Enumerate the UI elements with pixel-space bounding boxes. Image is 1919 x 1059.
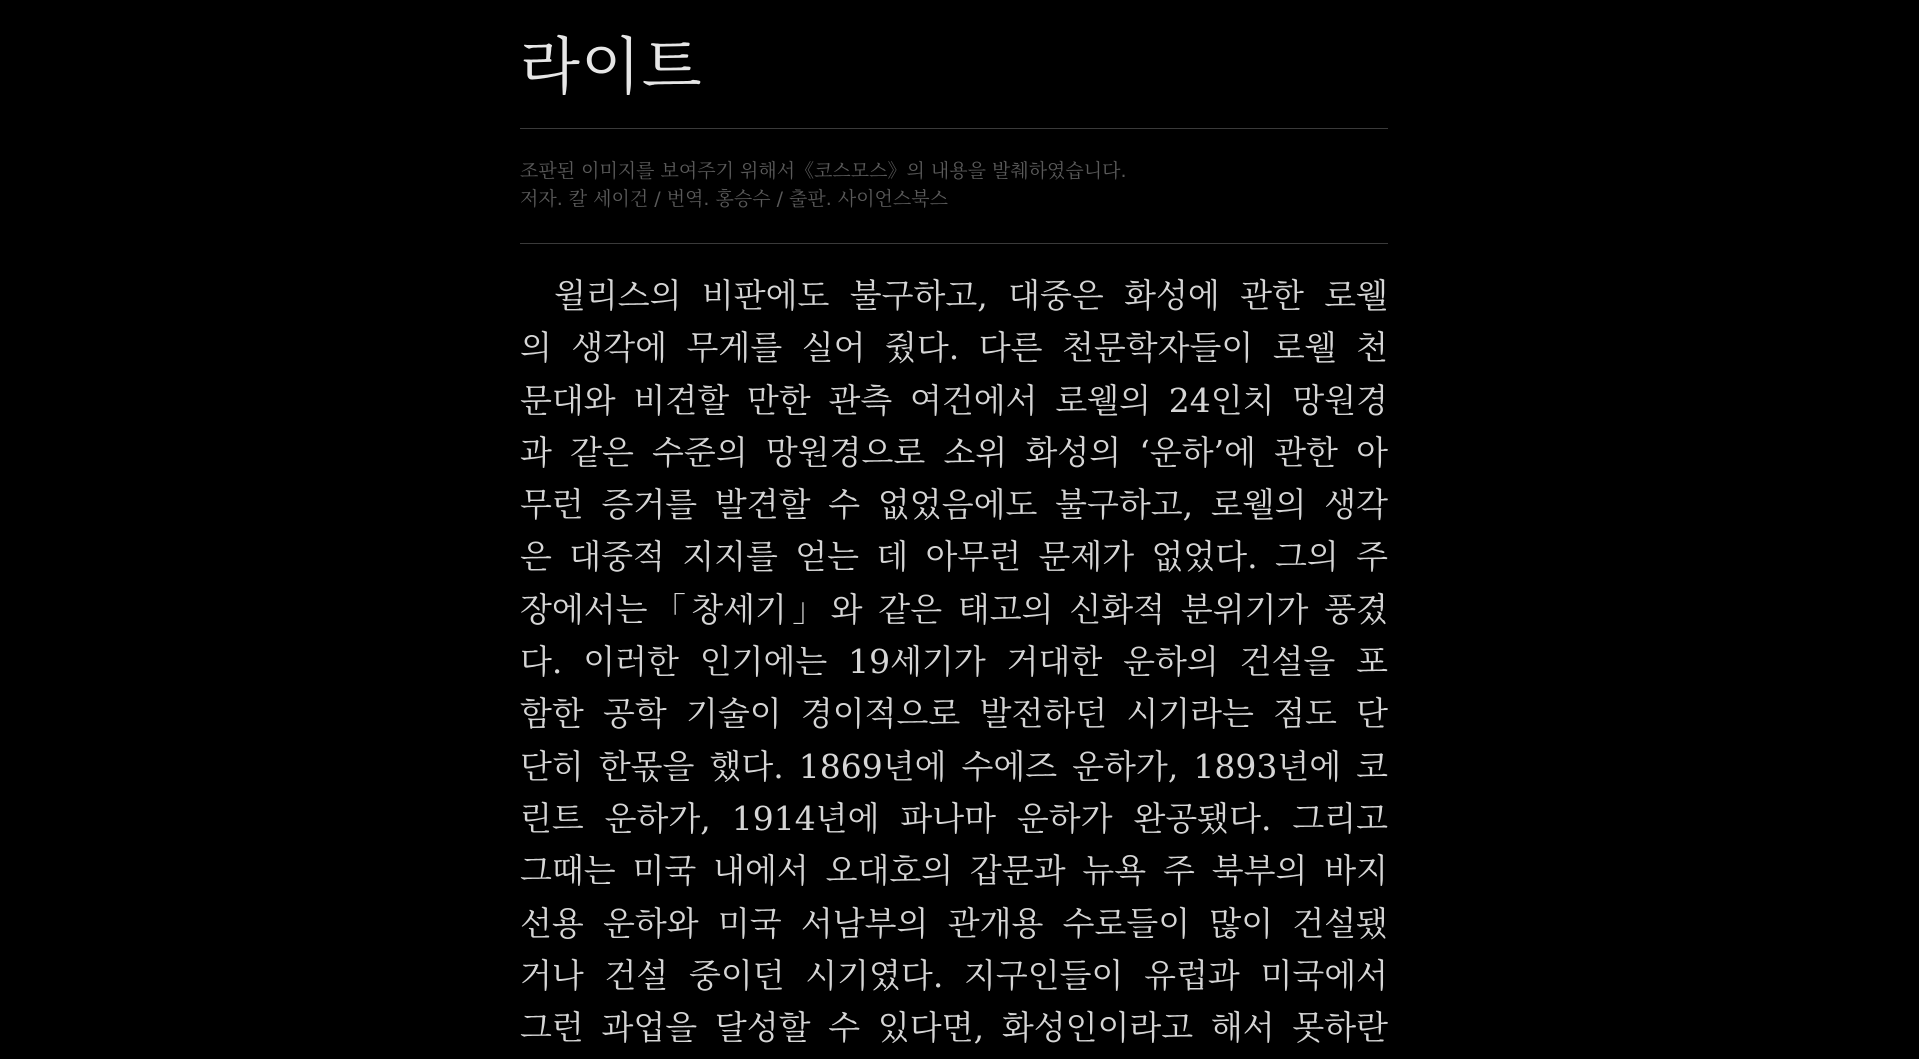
body-line: 린트 운하가, 1914년에 파나마 운하가 완공됐다. 그리고 — [520, 798, 1388, 838]
body-line: 단히 한몫을 했다. 1869년에 수에즈 운하가, 1893년에 코 — [520, 746, 1388, 786]
body-line: 거나 건설 중이던 시기였다. 지구인들이 유럽과 미국에서 — [520, 955, 1388, 995]
divider-bottom — [520, 243, 1388, 244]
body-line: 장에서는「창세기」와 같은 태고의 신화적 분위기가 풍겼 — [520, 589, 1388, 629]
body-line: 다. 이러한 인기에는 19세기가 거대한 운하의 건설을 포 — [520, 642, 1388, 682]
body-line: 그런 과업을 달성할 수 있다면, 화성인이라고 해서 못하란 — [520, 1008, 1388, 1048]
body-line: 선용 운하와 미국 서남부의 관개용 수로들이 많이 건설됐 — [520, 903, 1388, 943]
body-line: 문대와 비견할 만한 관측 여건에서 로웰의 24인치 망원경 — [520, 380, 1388, 420]
body-line: 무런 증거를 발견할 수 없었음에도 불구하고, 로웰의 생각 — [520, 485, 1388, 525]
body-line: 함한 공학 기술이 경이적으로 발전하던 시기라는 점도 단 — [520, 694, 1388, 734]
document-page — [520, 0, 1388, 1054]
source-info — [520, 129, 1388, 243]
body-paragraph — [520, 270, 1388, 1054]
body-line: 과 같은 수준의 망원경으로 소위 화성의 ‘운하’에 관한 아 — [520, 432, 1388, 472]
source-note: 조판된 이미지를 보여주기 위해서《코스모스》의 내용을 발췌하였습니다. — [520, 160, 1127, 182]
body-line: 윌리스의 비판에도 불구하고, 대중은 화성에 관한 로웰 — [554, 276, 1388, 315]
body-line: 은 대중적 지지를 얻는 데 아무런 문제가 없었다. 그의 주 — [520, 537, 1388, 577]
body-line: 그때는 미국 내에서 오대호의 갑문과 뉴욕 주 북부의 바지 — [520, 851, 1388, 891]
page-title: 라이트 — [520, 30, 703, 103]
source-credits: 저자. 칼 세이건 / 번역. 홍승수 / 출판. 사이언스북스 — [520, 188, 948, 210]
body-line: 의 생각에 무게를 실어 줬다. 다른 천문학자들이 로웰 천 — [520, 328, 1388, 368]
